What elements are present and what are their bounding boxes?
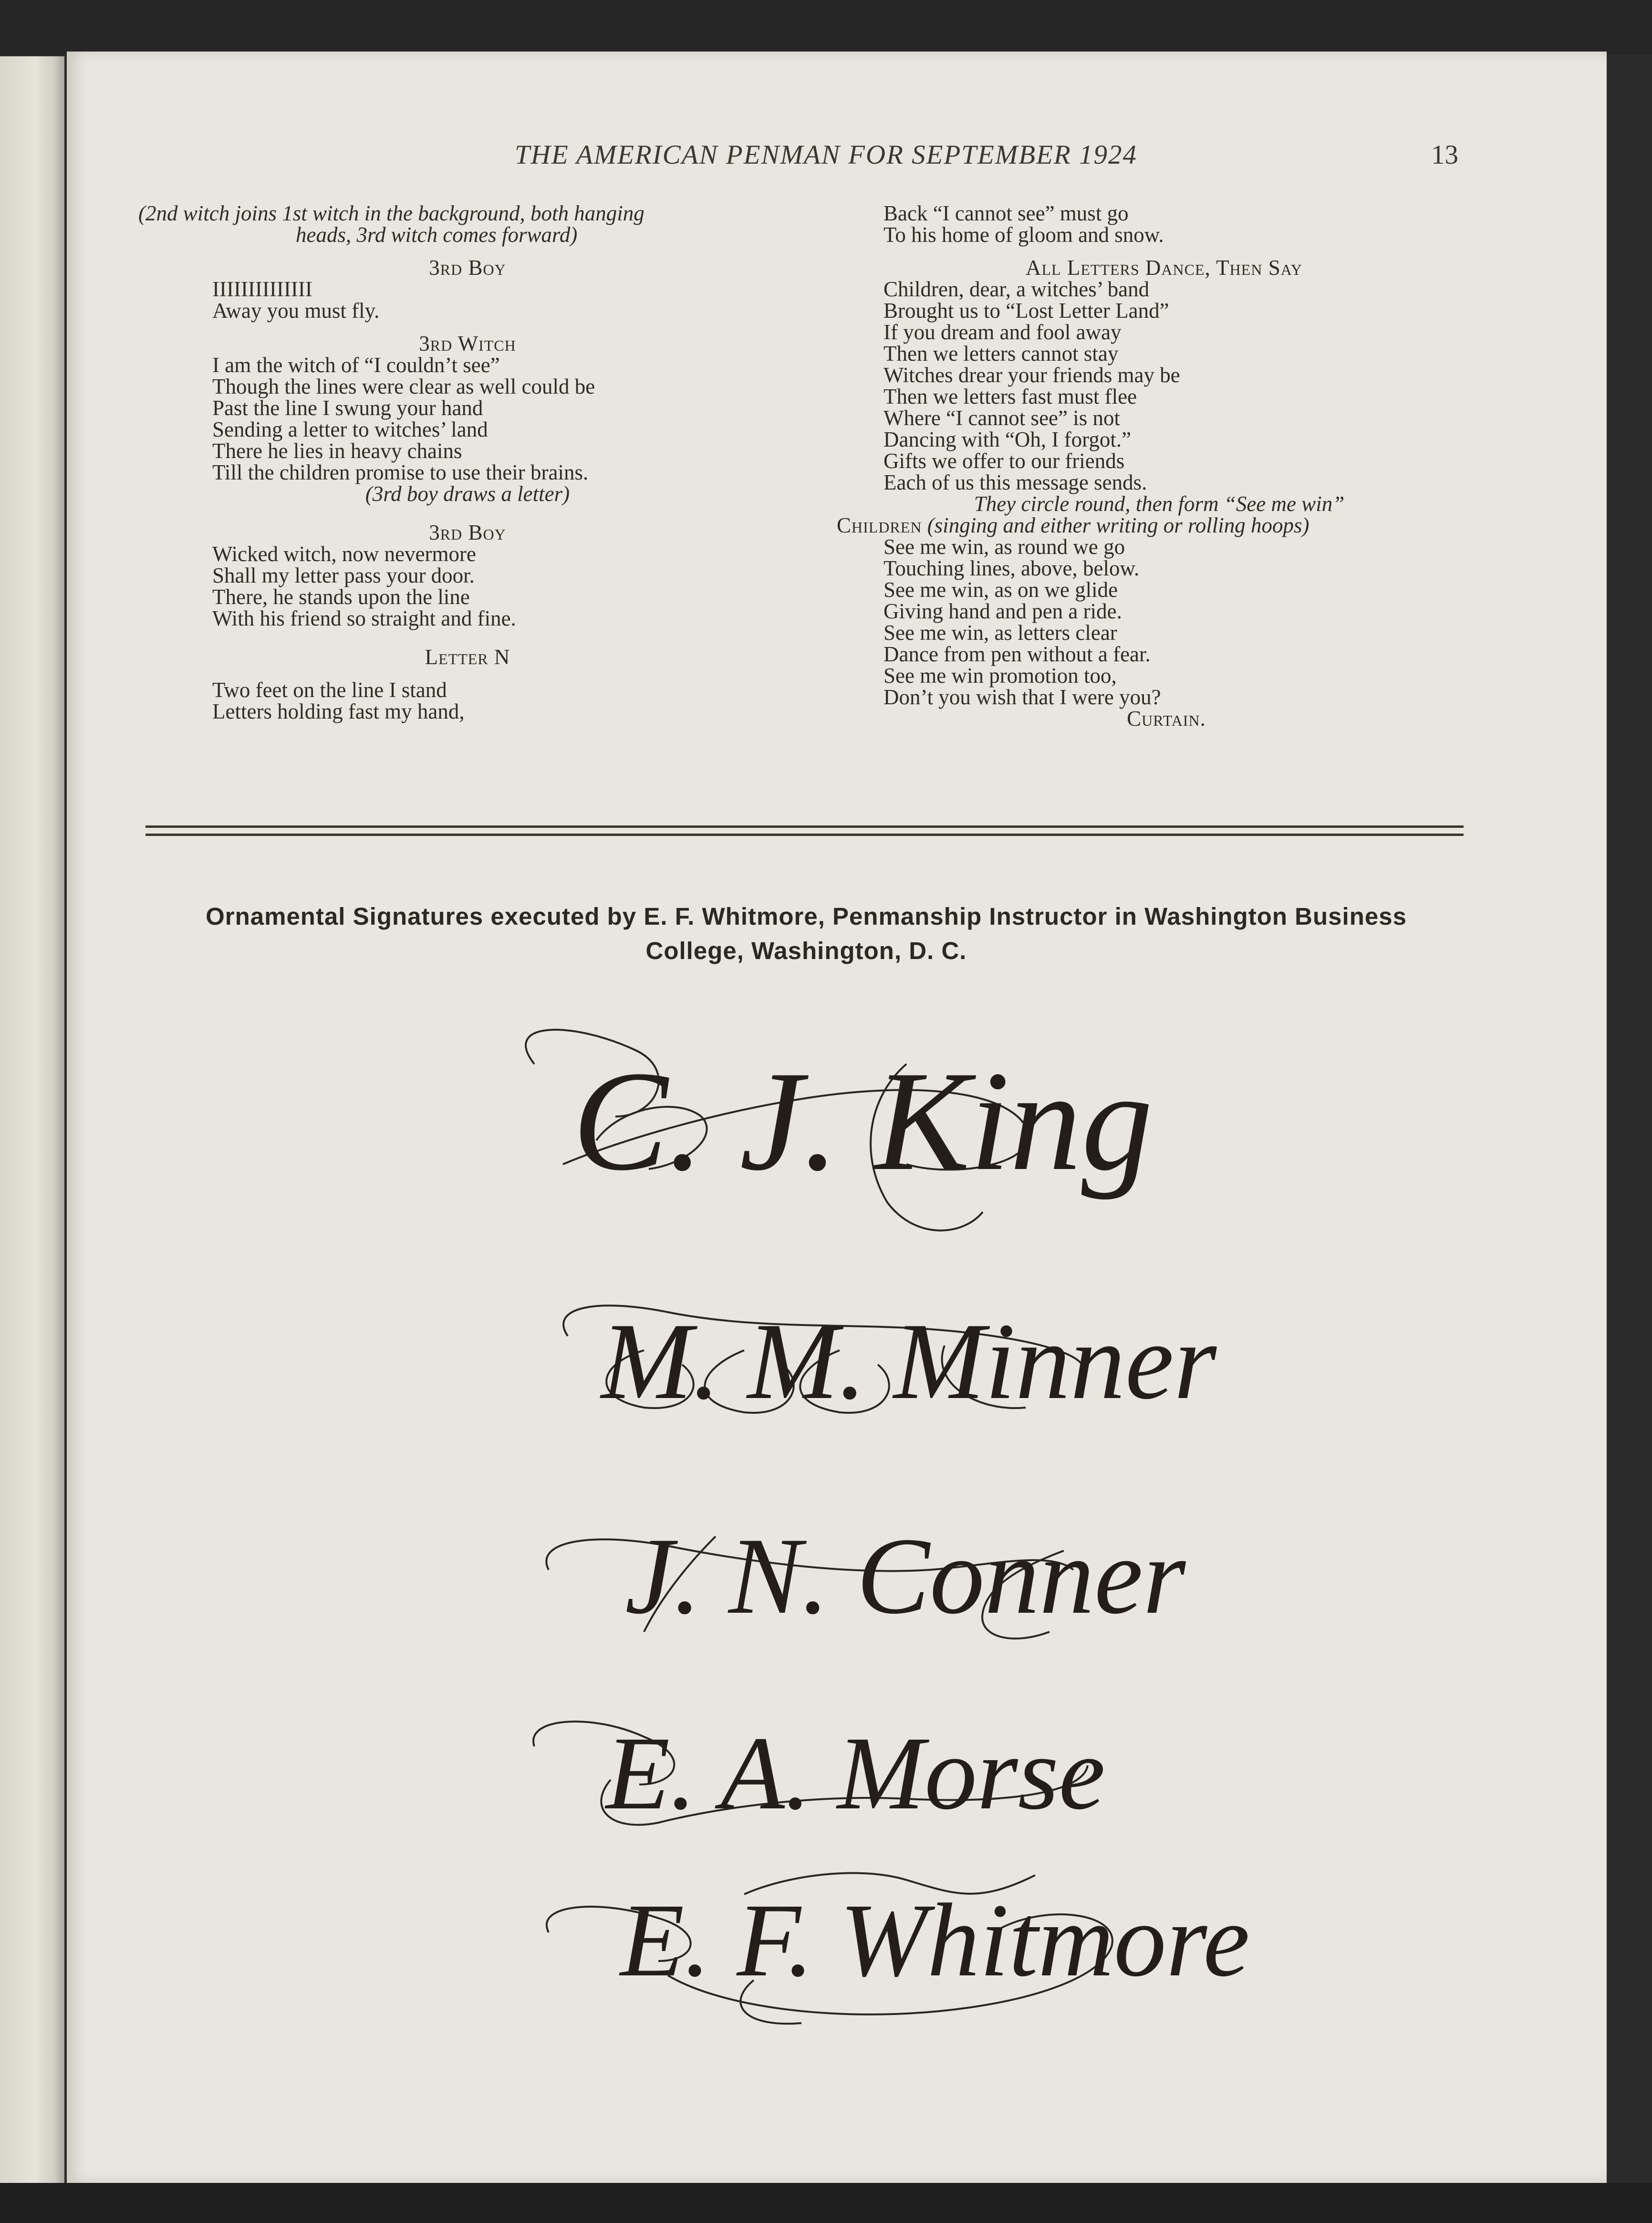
signature-text: C. J. King <box>572 1042 1153 1200</box>
stage-direction: (singing and either writing or rolling hoops) <box>927 513 1309 537</box>
verse-line: Past the line I swung your hand <box>212 396 483 420</box>
signature-text: M. M. Minner <box>601 1300 1217 1422</box>
page-number: 13 <box>1431 140 1458 170</box>
verse-line: To his home of gloom and snow. <box>883 223 1164 247</box>
verse-line: See me win, as round we go <box>883 535 1125 559</box>
verse-line: If you dream and fool away <box>883 320 1122 344</box>
verse-line: See me win, as letters clear <box>883 621 1117 645</box>
verse-line: Don’t you wish that I were you? <box>883 685 1161 709</box>
verse-line: Till the children promise to use their brains. <box>212 460 589 484</box>
verse-line: With his friend so straight and fine. <box>212 606 516 630</box>
verse-line: Then we letters cannot stay <box>883 342 1119 365</box>
verse-line: Away you must fly. <box>212 299 380 323</box>
verse-line: Dance from pen without a fear. <box>883 642 1151 666</box>
verse-line: Children, dear, a witches’ band <box>883 277 1150 301</box>
curtain-label: Curtain. <box>1127 707 1206 731</box>
signature-king <box>526 1030 1153 1231</box>
verse-line: See me win, as on we glide <box>883 578 1118 602</box>
verse-line: Brought us to “Lost Letter Land” <box>883 299 1169 323</box>
signature-minner <box>563 1300 1217 1422</box>
signature-text: E. A. Morse <box>606 1715 1105 1831</box>
verse-line: Wicked witch, now nevermore <box>212 542 476 566</box>
stage-direction: (3rd boy draws a letter) <box>365 482 570 506</box>
verse-line: Giving hand and pen a ride. <box>883 599 1122 623</box>
caption-line: College, Washington, D. C. <box>645 937 967 964</box>
verse-line: Two feet on the line I stand <box>212 678 447 702</box>
speaker-name: All Letters Dance, Then Say <box>1025 256 1302 280</box>
speaker-name: 3rd Boy <box>429 256 506 280</box>
verse-line: See me win promotion too, <box>883 664 1117 688</box>
stage-direction: They circle round, then form “See me win” <box>974 492 1345 516</box>
verse-line: Witches drear your friends may be <box>883 363 1180 387</box>
verse-line: Shall my letter pass your door. <box>212 564 475 587</box>
verse-line: Each of us this message sends. <box>883 470 1147 494</box>
signature-text: J. N. Conner <box>625 1515 1186 1637</box>
signature-whitmore <box>547 1873 1250 2024</box>
speaker-name: 3rd Boy <box>429 521 506 544</box>
verse-line: Then we letters fast must flee <box>883 385 1137 408</box>
verse-line: There, he stands upon the line <box>212 585 470 609</box>
caption-line: Ornamental Signatures executed by E. F. Whitmore, Penmanship Instructor in Washington Business <box>206 903 1407 930</box>
verse-line: Though the lines were clear as well could be <box>212 375 595 398</box>
verse-line: I am the witch of “I couldn’t see” <box>212 353 500 377</box>
speaker-name: 3rd Witch <box>419 332 516 355</box>
verse-line: There he lies in heavy chains <box>212 439 462 463</box>
speaker-name: Letter N <box>425 645 510 669</box>
verse-line: IIIIIIIIIIIIII <box>212 277 312 301</box>
verse-line: Sending a letter to witches’ land <box>212 417 488 441</box>
signature-morse <box>533 1715 1105 1831</box>
stage-direction: heads, 3rd witch comes forward) <box>296 223 578 247</box>
verse-line: Letters holding fast my hand, <box>212 699 465 723</box>
verse-line: Back “I cannot see” must go <box>883 201 1129 225</box>
stage-direction: (2nd witch joins 1st witch in the background, both hanging <box>138 201 644 225</box>
verse-line: Touching lines, above, below. <box>883 556 1140 580</box>
verse-line: Gifts we offer to our friends <box>883 449 1125 473</box>
running-title: THE AMERICAN PENMAN FOR SEPTEMBER 1924 <box>514 140 1138 170</box>
signature-text: E. F. Whitmore <box>620 1882 1250 1998</box>
verse-line: Where “I cannot see” is not <box>883 406 1121 430</box>
verse-line: Dancing with “Oh, I forgot.” <box>883 428 1132 451</box>
signature-conner <box>546 1515 1186 1639</box>
speaker-name: Children <box>837 513 922 537</box>
